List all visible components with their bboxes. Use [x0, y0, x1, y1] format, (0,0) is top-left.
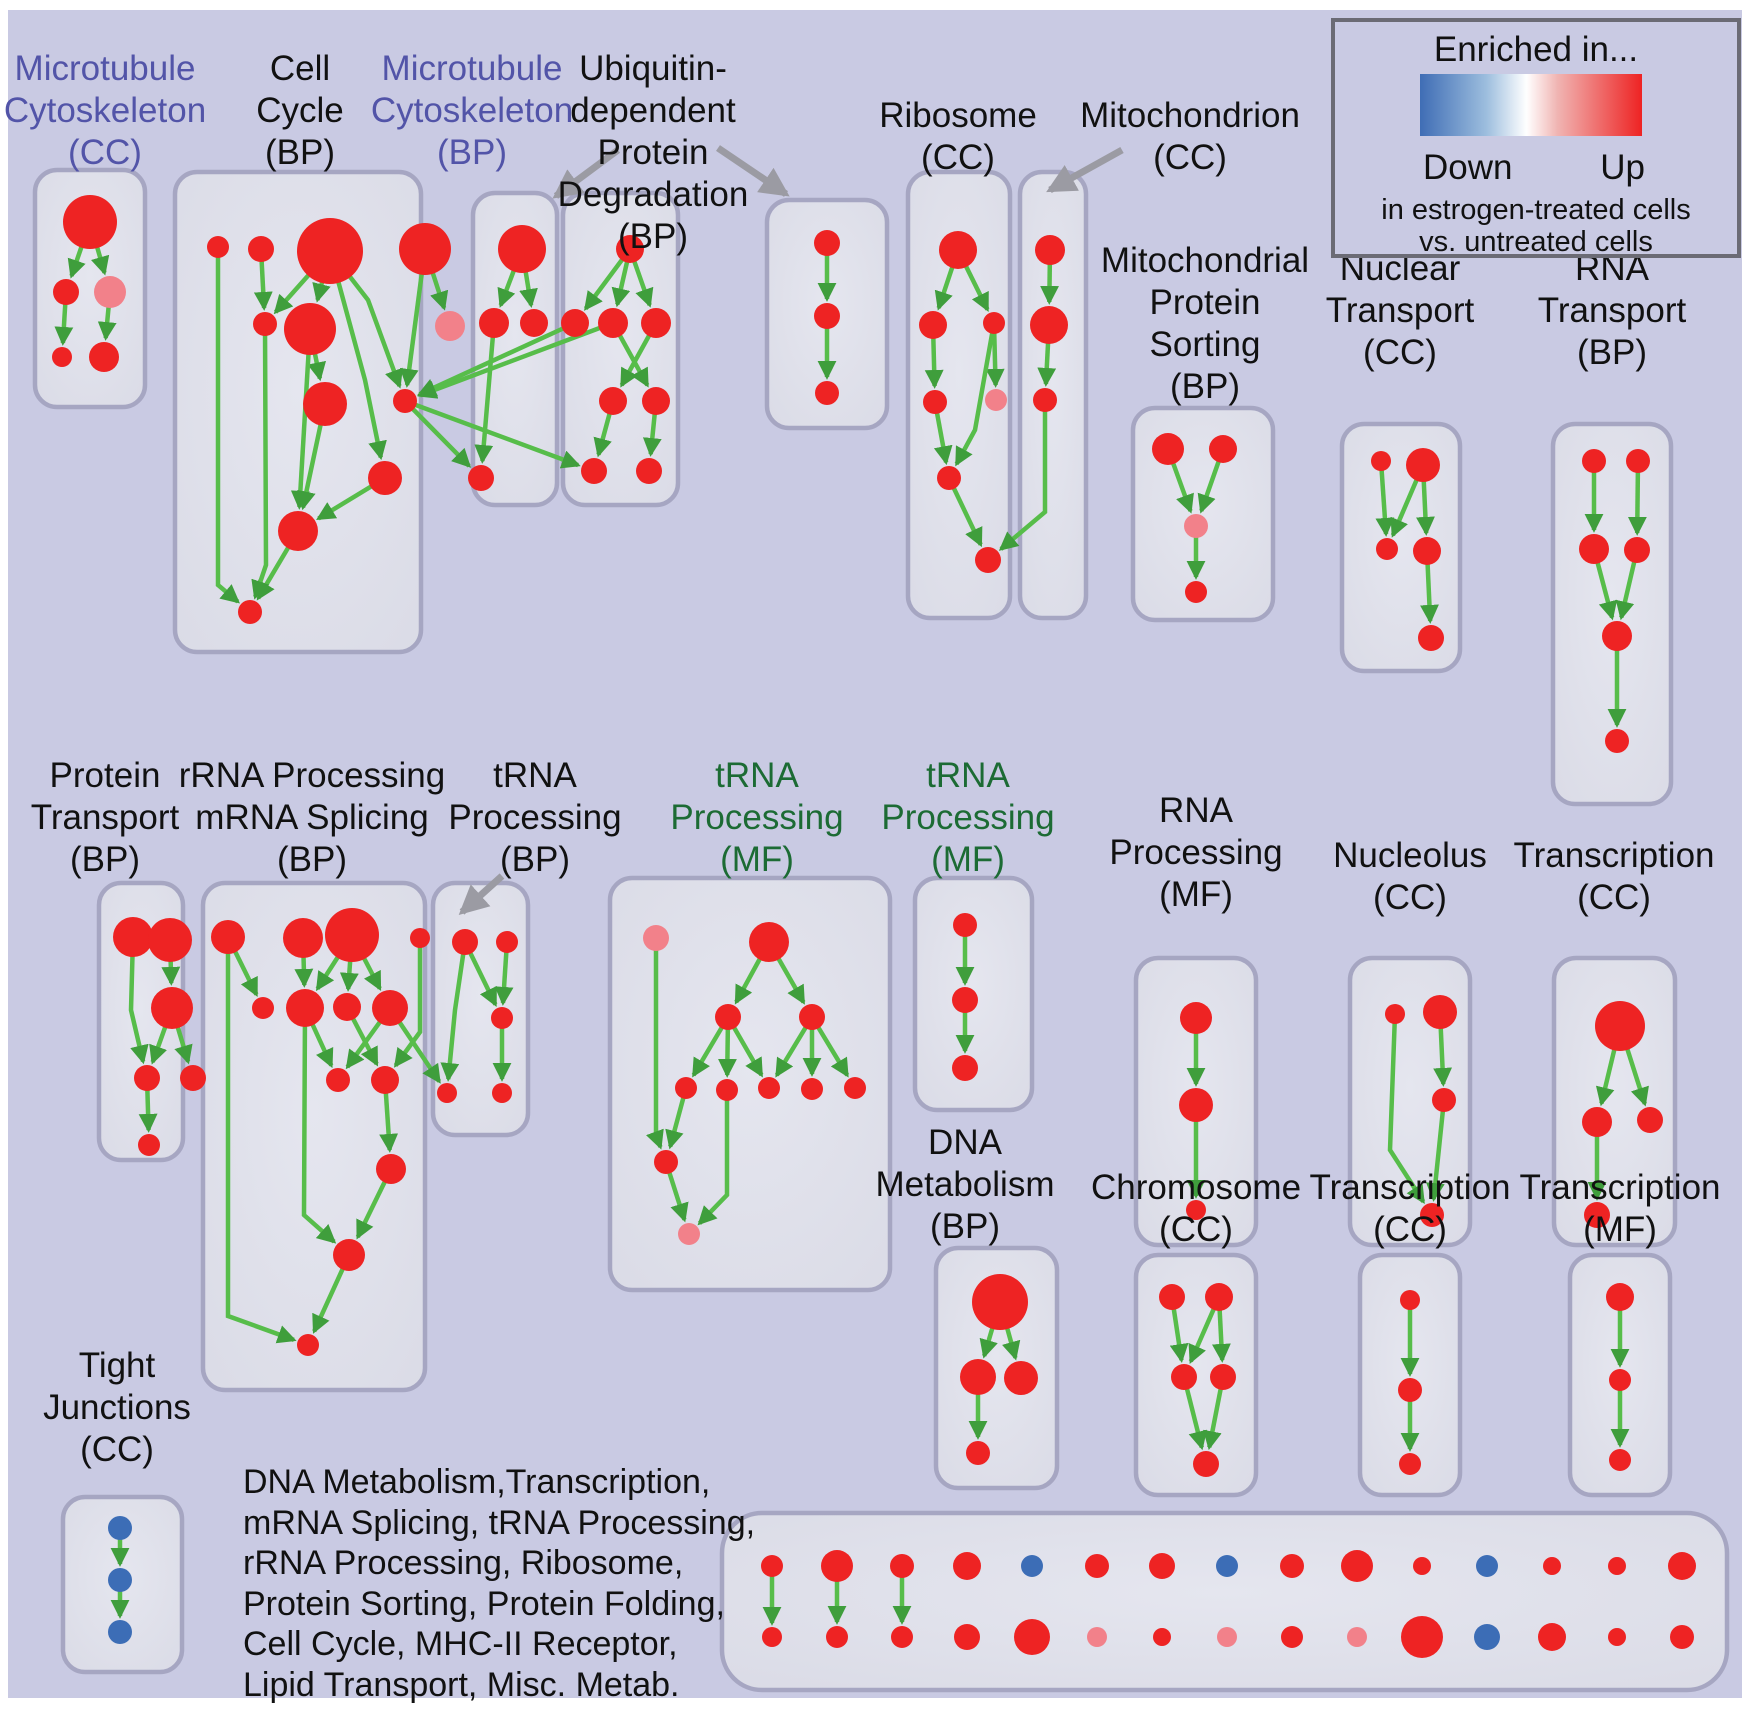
go-term-node	[1582, 449, 1606, 473]
go-term-node	[1399, 1453, 1421, 1475]
go-term-node	[1341, 1550, 1373, 1582]
cluster-label-nuclear-transport-cc: Nuclear Transport (CC)	[1325, 249, 1475, 372]
legend-title: Enriched in...	[1433, 30, 1639, 69]
go-term-node	[63, 195, 117, 249]
go-term-node	[891, 1626, 913, 1648]
go-term-node	[326, 1068, 350, 1092]
go-term-node	[1152, 433, 1184, 465]
go-term-node	[815, 381, 839, 405]
go-term-node	[1159, 1284, 1185, 1310]
go-term-node	[1602, 621, 1632, 651]
cluster-label-mitochondrion-cc: Mitochondrion (CC)	[1080, 96, 1300, 177]
merged-terms-note: DNA Metabolism,Transcription, mRNA Splicing, tRNA Processing, rRNA Processing, Ribosome, Protein Sorting, Protein Folding, Cell Cycle, MHC-II Receptor, Lipid Transport, Misc. Metab.	[243, 1463, 756, 1704]
go-term-node	[452, 929, 478, 955]
go-term-node	[297, 1334, 319, 1356]
go-term-node	[1582, 1107, 1612, 1137]
legend-caption-line2: vs. untreated cells	[1419, 226, 1653, 258]
go-term-node	[1153, 1628, 1171, 1646]
go-term-node	[1637, 1107, 1663, 1133]
go-term-node	[303, 382, 347, 426]
go-term-node	[180, 1065, 206, 1091]
go-term-node	[761, 1555, 783, 1577]
go-term-node	[1624, 537, 1650, 563]
go-term-node	[952, 987, 978, 1013]
go-term-node	[1609, 1369, 1631, 1391]
go-term-node	[138, 1134, 160, 1156]
go-term-node	[372, 990, 408, 1026]
go-term-node	[1400, 1290, 1420, 1310]
legend-down-label: Down	[1423, 148, 1513, 187]
go-term-node	[919, 311, 947, 339]
go-term-node	[1413, 537, 1441, 565]
go-term-node	[616, 235, 644, 263]
go-term-node	[498, 225, 546, 273]
go-term-node	[814, 303, 840, 329]
cluster-label-trna-processing-mf-small: tRNA Processing (MF)	[881, 756, 1055, 879]
go-term-node	[814, 230, 840, 256]
go-term-node	[983, 312, 1005, 334]
go-term-node	[333, 993, 361, 1021]
go-term-node	[1281, 1626, 1303, 1648]
go-term-node	[953, 1552, 981, 1580]
go-term-node	[1538, 1623, 1566, 1651]
cluster-label-rna-processing-mf: RNA Processing (MF)	[1109, 791, 1283, 914]
go-term-node	[492, 1083, 512, 1103]
go-term-node	[749, 922, 789, 962]
go-term-node	[1420, 1203, 1444, 1227]
go-term-node	[1149, 1553, 1175, 1579]
go-term-node	[1280, 1554, 1304, 1578]
go-term-node	[678, 1223, 700, 1245]
go-term-node	[1474, 1624, 1500, 1650]
go-term-node	[53, 279, 79, 305]
go-term-node	[1085, 1554, 1109, 1578]
go-term-node	[1210, 1364, 1236, 1390]
go-term-node	[94, 276, 126, 308]
go-term-node	[1180, 1002, 1212, 1034]
go-term-node	[937, 466, 961, 490]
go-term-node	[799, 1004, 825, 1030]
go-term-node	[1418, 625, 1444, 651]
go-term-node	[1626, 449, 1650, 473]
cluster-label-trna-processing-bp: tRNA Processing (BP)	[448, 756, 622, 879]
go-term-node	[1606, 1283, 1634, 1311]
go-term-node	[479, 308, 509, 338]
go-term-node	[1423, 995, 1457, 1029]
go-term-node	[1476, 1555, 1498, 1577]
go-term-node	[376, 1154, 406, 1184]
cluster-label-mitochondrial-protein-sorting-bp: Mitochondrial Protein Sorting (BP)	[1100, 241, 1310, 406]
go-term-node	[1209, 435, 1237, 463]
go-term-node	[496, 931, 518, 953]
go-term-node	[1014, 1619, 1050, 1655]
go-term-node	[108, 1568, 132, 1592]
go-term-node	[581, 458, 607, 484]
go-term-node	[1004, 1361, 1038, 1395]
go-term-node	[371, 1066, 399, 1094]
go-term-node	[1035, 235, 1065, 265]
go-term-node	[975, 547, 1001, 573]
go-term-node	[953, 913, 977, 937]
go-term-node	[1398, 1378, 1422, 1402]
go-term-node	[1401, 1616, 1443, 1658]
go-term-node	[1087, 1627, 1107, 1647]
go-term-node	[113, 917, 153, 957]
go-term-node	[599, 387, 627, 415]
legend-caption-line1: in estrogen-treated cells	[1381, 194, 1691, 226]
cluster-label-cell-cycle-bp: Cell Cycle (BP)	[256, 49, 344, 172]
go-term-node	[333, 1239, 365, 1271]
legend-up-label: Up	[1600, 148, 1645, 187]
go-term-node	[952, 1055, 978, 1081]
go-term-node	[1385, 1004, 1405, 1024]
go-term-node	[826, 1626, 848, 1648]
go-term-node	[278, 511, 318, 551]
go-term-node	[1668, 1552, 1696, 1580]
go-term-node	[399, 223, 451, 275]
go-term-node	[1609, 1449, 1631, 1471]
go-term-node	[1184, 514, 1208, 538]
go-term-node	[1030, 306, 1068, 344]
cluster-label-rrna-processing-mrna-splicing-bp: rRNA Processing mRNA Splicing (BP)	[178, 756, 446, 879]
go-term-node	[520, 309, 548, 337]
cluster-label-microtubule-cytoskeleton-cc: Microtubule Cytoskeleton (CC)	[3, 49, 207, 172]
cluster-label-ribosome-cc: Ribosome (CC)	[879, 96, 1037, 177]
cluster-label-transcription-cc-mid: Transcription (CC)	[1513, 836, 1715, 917]
go-term-node	[52, 347, 72, 367]
go-term-node	[636, 458, 662, 484]
go-term-node	[1185, 581, 1207, 603]
go-term-node	[654, 1150, 678, 1174]
go-term-node	[1432, 1088, 1456, 1112]
go-term-node	[1406, 448, 1440, 482]
go-term-node	[252, 997, 274, 1019]
go-term-node	[393, 389, 417, 413]
cluster-label-nucleolus-cc: Nucleolus (CC)	[1333, 836, 1487, 917]
go-term-node	[1217, 1627, 1237, 1647]
go-term-node	[985, 389, 1007, 411]
go-term-node	[238, 600, 262, 624]
go-term-node	[1605, 729, 1629, 753]
go-term-node	[972, 1274, 1028, 1330]
go-term-node	[939, 231, 977, 269]
go-term-node	[1543, 1557, 1561, 1575]
go-term-node	[491, 1007, 513, 1029]
go-term-node	[1179, 1088, 1213, 1122]
cluster-label-microtubule-cytoskeleton-bp: Microtubule Cytoskeleton (BP)	[370, 49, 574, 172]
go-term-node	[642, 387, 670, 415]
cluster-label-transcription-mf: Transcription (MF)	[1519, 1168, 1721, 1249]
go-term-node	[1205, 1283, 1233, 1311]
go-term-node	[368, 461, 402, 495]
cluster-label-rna-transport-bp: RNA Transport (BP)	[1537, 249, 1687, 372]
go-term-node	[284, 303, 336, 355]
go-term-node	[758, 1077, 780, 1099]
go-term-node	[248, 236, 274, 262]
go-term-node	[1670, 1625, 1694, 1649]
go-term-node	[1584, 1202, 1610, 1228]
go-term-node	[435, 311, 465, 341]
go-term-node	[410, 928, 430, 948]
go-term-node	[1347, 1627, 1367, 1647]
go-term-node	[283, 918, 323, 958]
go-term-node	[1216, 1555, 1238, 1577]
cluster-label-tight-junctions-cc: Tight Junctions (CC)	[43, 1346, 191, 1469]
go-term-node	[89, 342, 119, 372]
cluster-box-transcription-cc-mid	[1554, 958, 1675, 1245]
go-term-node	[1033, 388, 1057, 412]
go-term-node	[890, 1554, 914, 1578]
go-term-node	[1376, 538, 1398, 560]
go-term-node	[675, 1077, 697, 1099]
cluster-label-trna-processing-mf-large: tRNA Processing (MF)	[670, 756, 844, 879]
go-term-node	[716, 1079, 738, 1101]
legend-box	[1331, 18, 1741, 258]
go-term-node	[211, 920, 245, 954]
go-term-node	[1595, 1001, 1645, 1051]
go-term-node	[966, 1441, 990, 1465]
go-term-node	[286, 989, 324, 1027]
go-term-node	[468, 465, 494, 491]
go-term-node	[1371, 451, 1391, 471]
go-term-node	[844, 1077, 866, 1099]
go-term-node	[1608, 1628, 1626, 1646]
go-term-node	[960, 1359, 996, 1395]
go-term-node	[954, 1624, 980, 1650]
go-term-node	[1608, 1557, 1626, 1575]
go-term-node	[151, 987, 193, 1029]
go-term-node	[641, 308, 671, 338]
go-term-node	[821, 1550, 853, 1582]
go-term-node	[108, 1620, 132, 1644]
go-term-node	[715, 1004, 741, 1030]
go-term-node	[1579, 534, 1609, 564]
go-term-node	[1193, 1451, 1219, 1477]
go-term-node	[148, 918, 192, 962]
cluster-label-dna-metabolism-bp: DNA Metabolism (BP)	[875, 1123, 1055, 1246]
go-term-node	[1021, 1555, 1043, 1577]
go-term-node	[437, 1083, 457, 1103]
cluster-box-rrna-processing-mrna-splicing-bp	[203, 883, 425, 1390]
go-term-node	[108, 1516, 132, 1540]
cluster-box-merged-terms-strip	[722, 1513, 1727, 1690]
go-term-node	[297, 218, 363, 284]
go-term-node	[253, 312, 277, 336]
go-term-node	[325, 908, 379, 962]
cluster-label-transcription-cc-bottom: Transcription (CC)	[1309, 1168, 1511, 1249]
go-term-node	[762, 1627, 782, 1647]
go-term-node	[598, 308, 628, 338]
cluster-label-chromosome-cc: Chromosome (CC)	[1090, 1168, 1302, 1249]
go-term-node	[923, 390, 947, 414]
go-term-node	[207, 236, 229, 258]
go-term-node	[801, 1078, 823, 1100]
go-term-node	[1413, 1557, 1431, 1575]
go-term-node	[134, 1065, 160, 1091]
go-term-node	[1186, 1200, 1206, 1220]
cluster-label-protein-transport-bp: Protein Transport (BP)	[30, 756, 180, 879]
cluster-label-ubiquitin-dependent-protein-degradation-bp: Ubiquitin- dependent Protein Degradation (BP)	[557, 49, 749, 256]
go-term-node	[561, 309, 589, 337]
go-term-node	[1171, 1364, 1197, 1390]
go-term-node	[643, 925, 669, 951]
legend-gradient-bar	[1420, 74, 1642, 136]
